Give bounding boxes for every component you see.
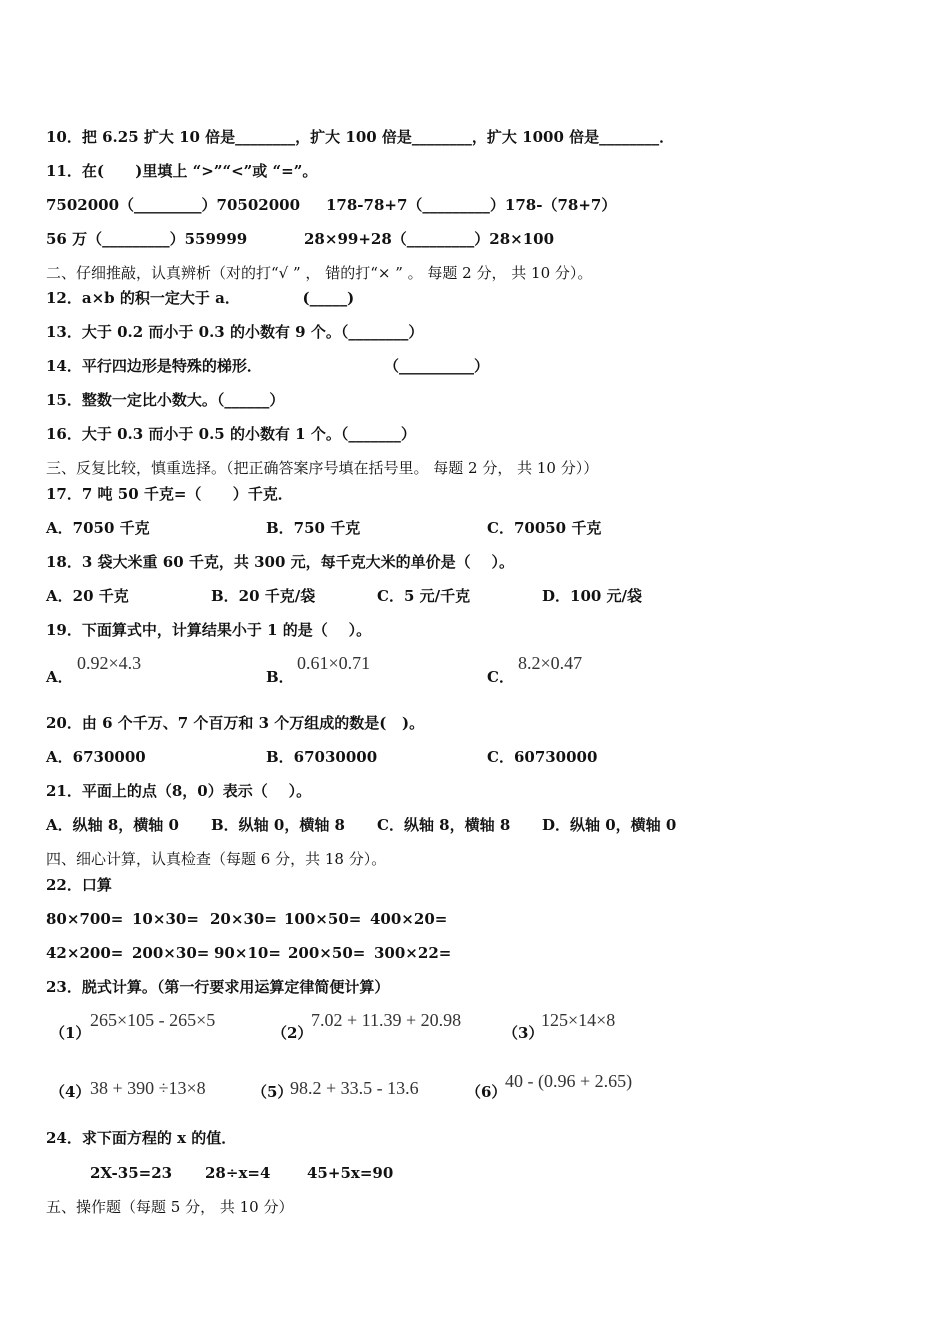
q11-item-1: 7502000（_________）70502000 <box>46 196 301 214</box>
q11-stem: 11．在( )里填上 “>”“<”或 “=”。 <box>46 162 318 180</box>
q14-blank: （__________） <box>384 357 490 375</box>
section-3-heading: 三、反复比较，慎重选择。（把正确答案序号填在括号里。 每题 2 分， 共 10 分）） <box>46 459 599 477</box>
section-4-heading: 四、细心计算，认真检查（每题 6 分，共 18 分）。 <box>46 850 387 868</box>
q22-item: 42×200= <box>46 944 124 962</box>
q17-stem: 17．7 吨 50 千克=（ ）千克． <box>46 485 293 503</box>
q16: 16．大于 0.3 而小于 0.5 的小数有 1 个。（_______） <box>46 425 416 443</box>
q23-expr-1: 265×105 - 265×5 <box>90 1010 216 1030</box>
q24-equation: 45+5x=90 <box>307 1164 394 1182</box>
q22-item: 20×30= <box>210 910 277 928</box>
q17-option-b: B．750 千克 <box>266 519 361 537</box>
section-5-heading: 五、操作题（每题 5 分， 共 10 分） <box>46 1198 294 1216</box>
q19-expr-b: 0.61×0.71 <box>297 653 371 673</box>
q23-label-5: （5） <box>252 1083 293 1101</box>
q21-option-b: B．纵轴 0，横轴 8 <box>211 816 345 834</box>
q19-expr-c: 8.2×0.47 <box>518 653 583 673</box>
q14-stem: 14．平行四边形是特殊的梯形． <box>46 357 262 375</box>
q22-item: 300×22= <box>374 944 452 962</box>
q20-option-c: C．60730000 <box>487 748 598 766</box>
q23-expr-5: 98.2 + 33.5 - 13.6 <box>290 1078 419 1098</box>
q21-option-c: C．纵轴 8，横轴 8 <box>377 816 511 834</box>
q19-label-c: C． <box>487 668 514 686</box>
section-2-heading: 二、仔细推敲，认真辨析（对的打“√ ” ， 错的打“× ” 。 每题 2 分， 共 10 分）。 <box>46 264 593 282</box>
q11-item-4: 28×99+28（_________）28×100 <box>304 230 555 248</box>
q22-item: 10×30= <box>132 910 199 928</box>
q23-expr-3: 125×14×8 <box>541 1010 616 1030</box>
q23-label-1: （1） <box>50 1024 91 1042</box>
q17-option-a: A．7050 千克 <box>46 519 150 537</box>
q22-item: 200×30= <box>132 944 210 962</box>
q15: 15．整数一定比小数大。（______） <box>46 391 285 409</box>
q20-stem: 20．由 6 个千万、7 个百万和 3 个万组成的数是( )。 <box>46 714 425 732</box>
q23-expr-6: 40 - (0.96 + 2.65) <box>505 1071 633 1091</box>
q21-stem: 21．平面上的点（8，0）表示（ ）。 <box>46 782 312 800</box>
q24-stem: 24．求下面方程的 x 的值． <box>46 1129 237 1147</box>
q10: 10．把 6.25 扩大 10 倍是________，扩大 100 倍是________，扩大 1000 倍是________． <box>46 128 675 146</box>
q12: 12．a×b 的积一定大于 a． (_____) <box>46 289 355 307</box>
q11-item-3: 56 万（_________）559999 <box>46 230 248 248</box>
q23-stem: 23．脱式计算。（第一行要求用运算定律简便计算） <box>46 978 390 996</box>
q23-expr-2: 7.02 + 11.39 + 20.98 <box>311 1010 462 1030</box>
q11-item-2: 178-78+7（_________）178-（78+7） <box>326 196 617 214</box>
q22-item: 80×700= <box>46 910 124 928</box>
q19-label-b: B． <box>266 668 294 686</box>
q22-stem: 22．口算 <box>46 876 112 894</box>
q18-option-b: B．20 千克/袋 <box>211 587 316 605</box>
q23-expr-4: 38 + 390 ÷13×8 <box>90 1078 206 1098</box>
q19-label-a: A． <box>46 668 73 686</box>
q20-option-b: B．67030000 <box>266 748 378 766</box>
q18-stem: 18．3 袋大米重 60 千克，共 300 元，每千克大米的单价是（ ）。 <box>46 553 514 571</box>
q21-option-a: A．纵轴 8，横轴 0 <box>46 816 179 834</box>
q22-item: 100×50= <box>284 910 362 928</box>
q20-option-a: A．6730000 <box>46 748 146 766</box>
q18-option-d: D．100 元/袋 <box>542 587 643 605</box>
q22-item: 400×20= <box>370 910 448 928</box>
q19-stem: 19．下面算式中，计算结果小于 1 的是（ ）。 <box>46 621 372 639</box>
q24-equation: 28÷x=4 <box>205 1164 271 1182</box>
q22-item: 90×10= <box>214 944 281 962</box>
q19-expr-a: 0.92×4.3 <box>77 653 142 673</box>
q17-option-c: C．70050 千克 <box>487 519 602 537</box>
q23-label-2: （2） <box>272 1024 313 1042</box>
q23-label-3: （3） <box>503 1024 544 1042</box>
q22-item: 200×50= <box>288 944 366 962</box>
q21-option-d: D．纵轴 0，横轴 0 <box>542 816 677 834</box>
q13: 13．大于 0.2 而小于 0.3 的小数有 9 个。（________） <box>46 323 424 341</box>
q23-label-6: （6） <box>466 1083 507 1101</box>
q23-label-4: （4） <box>50 1083 91 1101</box>
q18-option-c: C．5 元/千克 <box>377 587 471 605</box>
q24-equation: 2X-35=23 <box>90 1164 173 1182</box>
q18-option-a: A．20 千克 <box>46 587 129 605</box>
